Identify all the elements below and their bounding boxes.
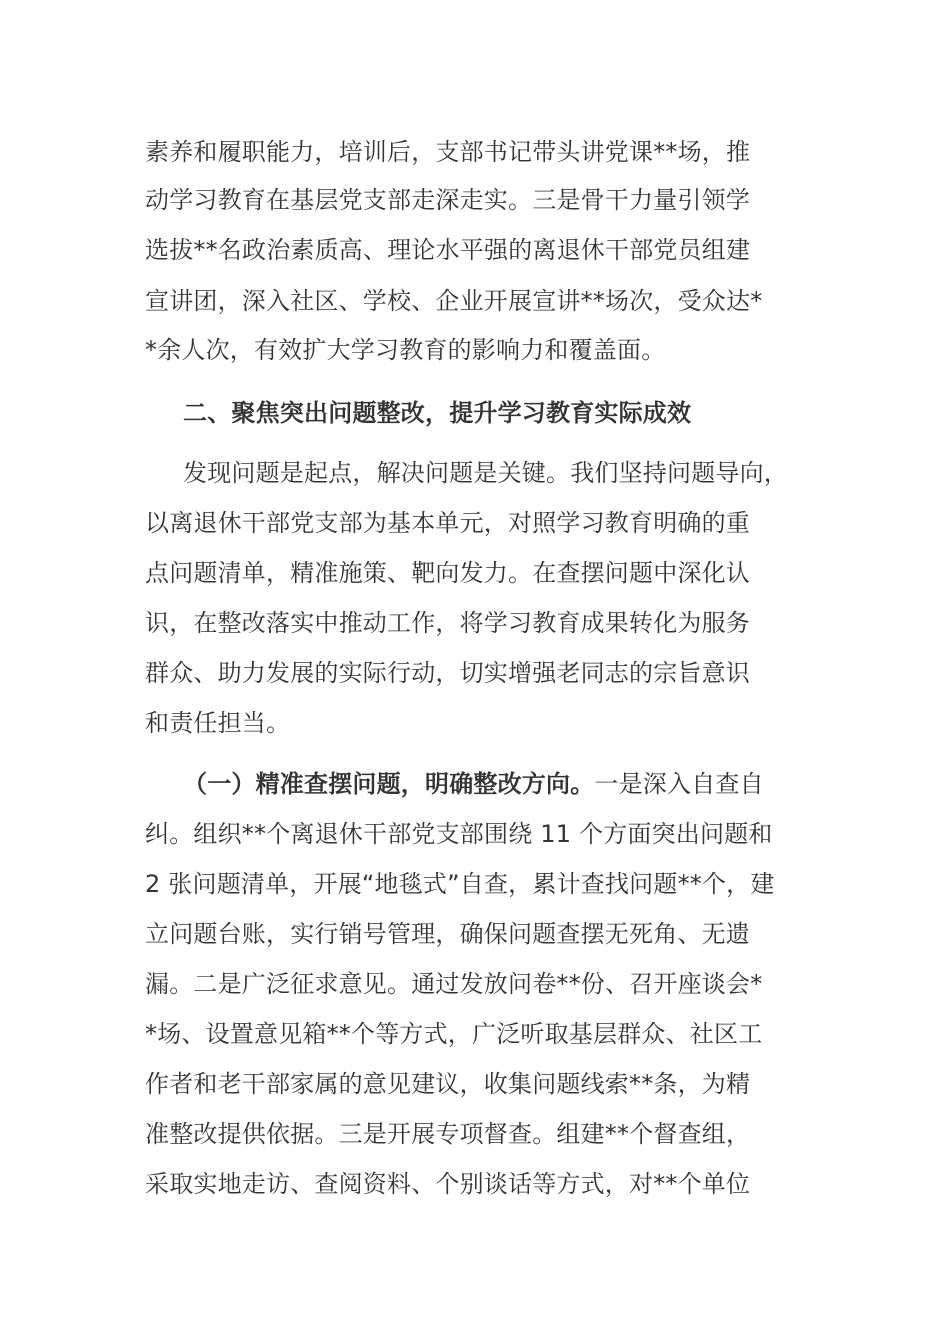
- paragraph-3-line-5: 漏。二是广泛征求意见。通过发放问卷**份、召开座谈会*: [145, 970, 763, 998]
- paragraph-2-line-6: 和责任担当。: [145, 709, 291, 737]
- paragraph-2-line-1: 发现问题是起点，解决问题是关键。我们坚持问题导向，: [183, 459, 788, 487]
- paragraph-3-line-1: [183, 768, 764, 800]
- section-heading: 二、聚焦突出问题整改，提升学习教育实际成效: [183, 399, 692, 427]
- paragraph-3-line-2: 纠。组织**个离退休干部党支部围绕 11 个方面突出问题和: [145, 820, 773, 848]
- paragraph-1-line-4: 宣讲团，深入社区、学校、企业开展宣讲**场次，受众达*: [145, 287, 763, 315]
- subheading-inline: （一）精准查摆问题，明确整改方向。: [183, 770, 595, 798]
- paragraph-3-line-3: 2 张问题清单，开展“地毯式”自查，累计查找问题**个，建: [145, 870, 775, 898]
- paragraph-1-line-1: 素养和履职能力，培训后，支部书记带头讲党课**场，推: [145, 138, 751, 166]
- paragraph-3-line-9: 采取实地走访、查阅资料、个别谈话等方式，对**个单位: [145, 1170, 751, 1198]
- paragraph-2-line-5: 群众、助力发展的实际行动，切实增强老同志的宗旨意识: [145, 659, 750, 687]
- paragraph-1-line-5: *余人次，有效扩大学习教育的影响力和覆盖面。: [145, 336, 666, 364]
- paragraph-3-line-7: 作者和老干部家属的意见建议，收集问题线索**条，为精: [145, 1070, 751, 1098]
- paragraph-3-line-6: *场、设置意见箱**个等方式，广泛听取基层群众、社区工: [145, 1020, 763, 1048]
- paragraph-2-line-4: 识，在整改落实中推动工作，将学习教育成果转化为服务: [145, 609, 750, 637]
- paragraph-2-line-2: 以离退休干部党支部为基本单元，对照学习教育明确的重: [145, 509, 750, 537]
- paragraph-2-line-3: 点问题清单，精准施策、靶向发力。在查摆问题中深化认: [145, 559, 750, 587]
- paragraph-3-line-4: 立问题台账，实行销号管理，确保问题查摆无死角、无遗: [145, 920, 750, 948]
- paragraph-3-line-8: 准整改提供依据。三是开展专项督查。组建**个督查组，: [145, 1120, 751, 1148]
- paragraph-3-line-1-rest: 一是深入自查自: [594, 770, 764, 798]
- paragraph-1-line-2: 动学习教育在基层党支部走深走实。三是骨干力量引领学: [145, 186, 750, 214]
- paragraph-1-line-3: 选拔**名政治素质高、理论水平强的离退休干部党员组建: [145, 236, 751, 264]
